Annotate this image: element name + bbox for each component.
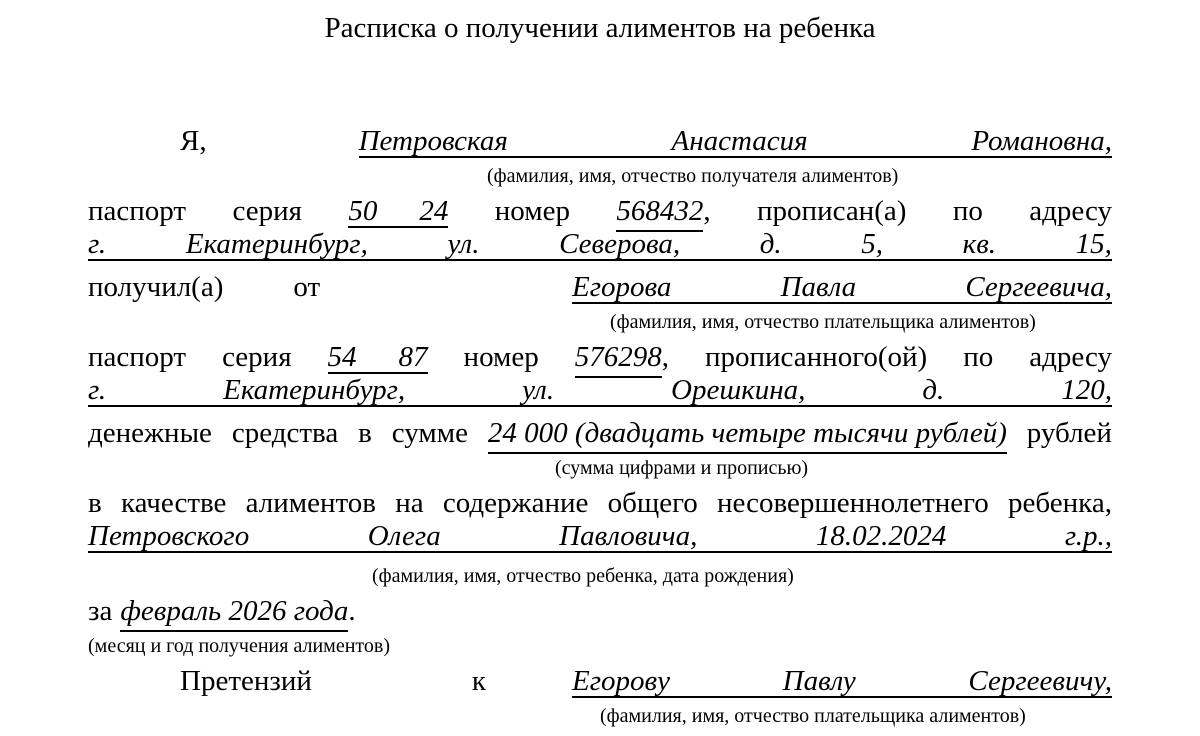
recipient-passport-number <box>616 192 710 232</box>
series-part: 50 <box>348 195 378 227</box>
recipient-name-word: Петровская <box>358 125 508 157</box>
word-address: адресу <box>1029 195 1112 227</box>
amount-line <box>88 414 1112 452</box>
word-registered: прописанного(ой) <box>705 341 928 373</box>
claims-payer-word: Егорову <box>572 665 670 697</box>
child-name-field <box>88 522 1112 553</box>
period-value-field: февраль 2026 года <box>120 592 348 632</box>
purpose-word: качестве <box>120 487 227 519</box>
purpose-word: алиментов <box>245 487 377 519</box>
amount-word-rubles: рублей <box>1026 417 1112 449</box>
address-word: Екатеринбург, <box>185 228 368 260</box>
purpose-word: ребенка, <box>1008 487 1112 519</box>
address-word: д. <box>922 374 945 406</box>
recipient-passport-number-field: 568432 <box>616 192 703 232</box>
recipient-passport-series-field <box>348 197 448 228</box>
payer-name-word: Павла <box>780 271 857 303</box>
child-line <box>88 522 1112 560</box>
word-series: серия <box>232 195 302 227</box>
address-word: 15, <box>1075 228 1112 260</box>
address-word: ул. <box>522 374 555 406</box>
word-registered: прописан(а) <box>757 195 907 227</box>
child-word: Павловича, <box>559 520 698 552</box>
period-line <box>88 592 1112 630</box>
amount-word: средства <box>231 417 339 449</box>
address-word: Екатеринбург, <box>223 374 406 406</box>
top-spacer <box>88 48 1112 122</box>
purpose-word: на <box>395 487 424 519</box>
claims-payer-word: Сергеевичу, <box>968 665 1112 697</box>
payer-name-word: Егорова <box>572 271 672 303</box>
child-word: Олега <box>367 520 441 552</box>
recipient-pronoun: Я, <box>180 125 207 157</box>
amount-word: денежные <box>88 417 212 449</box>
payer-passport-number-field: 576298 <box>575 338 662 378</box>
amount-value-field: 24 000 (двадцать четыре тысячи рублей) <box>488 414 1007 454</box>
purpose-word: в <box>88 487 102 519</box>
recipient-name-field <box>359 127 1112 158</box>
amount-word: в <box>358 417 372 449</box>
word-number: номер <box>463 341 539 373</box>
purpose-word: несовершеннолетнего <box>716 487 989 519</box>
word-claims: Претензий <box>180 665 312 697</box>
word-series: серия <box>222 341 292 373</box>
address-word: 120, <box>1061 374 1112 406</box>
caption-claims-payer: (фамилия, имя, отчество плательщика алиментов) <box>600 705 1026 727</box>
address-word: ул. <box>447 228 480 260</box>
payer-passport-line <box>88 338 1112 376</box>
payer-name-field <box>572 273 1112 304</box>
address-word: д. <box>759 228 782 260</box>
recipient-passport-line <box>88 192 1112 230</box>
word-po: по <box>952 195 983 227</box>
recipient-address-field <box>88 230 1112 261</box>
comma: , <box>661 341 669 373</box>
word-po: по <box>963 341 994 373</box>
word-k: к <box>471 665 486 697</box>
purpose-word: общего <box>607 487 698 519</box>
caption-period: (месяц и год получения алиментов) <box>88 635 390 657</box>
word-from: от <box>293 271 321 303</box>
child-birthdate: 18.02.2024 <box>815 520 947 552</box>
address-word: 5, <box>861 228 884 260</box>
recipient-address-line <box>88 230 1112 268</box>
address-word: кв. <box>962 228 997 260</box>
series-part: 24 <box>419 195 449 227</box>
caption-recipient: (фамилия, имя, отчество получателя алиментов) <box>487 165 899 187</box>
word-received: получил(а) <box>88 271 224 303</box>
address-word: Северова, <box>559 228 681 260</box>
amount-word: сумме <box>391 417 468 449</box>
child-word: Петровского <box>88 520 250 552</box>
word-passport: паспорт <box>88 341 187 373</box>
document-title: Расписка о получении алиментов на ребенка <box>324 12 876 44</box>
word-passport: паспорт <box>88 195 187 227</box>
comma: , <box>703 195 711 227</box>
recipient-line <box>88 122 1112 160</box>
payer-passport-number <box>575 338 669 378</box>
child-word: г.р., <box>1064 520 1112 552</box>
recipient-name-word: Анастасия <box>671 125 808 157</box>
purpose-word: содержание <box>442 487 589 519</box>
recipient-name-word: Романовна, <box>971 125 1112 157</box>
claims-payer-name-field <box>572 667 1112 698</box>
claims-line <box>88 662 1112 700</box>
payer-address-line <box>88 376 1112 414</box>
claims-payer-word: Павлу <box>782 665 856 697</box>
address-word: г. <box>88 374 107 406</box>
series-part: 54 <box>327 341 357 373</box>
series-part: 87 <box>398 341 428 373</box>
payer-passport-series-field <box>328 343 428 374</box>
caption-child: (фамилия, имя, отчество ребенка, дата рождения) <box>372 565 794 587</box>
address-word: Орешкина, <box>671 374 806 406</box>
word-address: адресу <box>1029 341 1112 373</box>
word-number: номер <box>494 195 570 227</box>
period-period: . <box>348 595 356 627</box>
address-word: г. <box>88 228 107 260</box>
payer-name-word: Сергеевича, <box>965 271 1112 303</box>
purpose-line <box>88 484 1112 522</box>
caption-amount: (сумма цифрами и прописью) <box>555 457 809 479</box>
payer-address-field <box>88 376 1112 407</box>
word-za: за <box>88 595 113 627</box>
received-from-line <box>88 268 1112 306</box>
caption-payer: (фамилия, имя, отчество плательщика алиментов) <box>610 311 1036 333</box>
